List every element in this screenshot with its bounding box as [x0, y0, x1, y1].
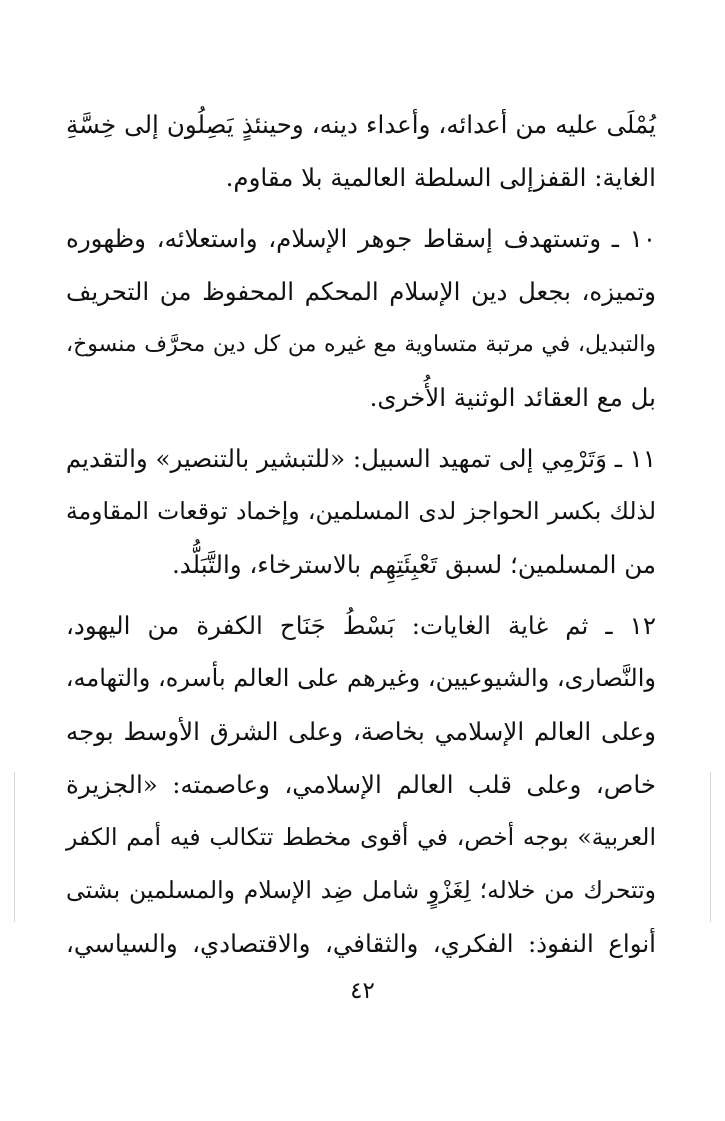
text-line: والنَّصارى، والشيوعيين، وغيرهم على العالم بأسره، والتهامه،	[65, 664, 656, 692]
body-text	[66, 98, 656, 970]
text-line: أنواع النفوذ: الفكري، والثقافي، والاقتصادي، والسياسي،	[66, 929, 656, 958]
text-line: الغاية: القفزإلى السلطة العالمية بلا مقاوم.	[225, 163, 656, 192]
text-line: وتتحرك من خلاله؛ لِغَزْوٍ شامل ضِد الإسلام والمسلمين بشتى	[66, 876, 656, 904]
page-number: ٤٢	[350, 978, 375, 1004]
text-line: يُمْلَى عليه من أعدائه، وأعداء دينه، وحينئذٍ يَصِلُون إلى خِسَّةِ	[66, 110, 656, 139]
text-line: العربية» بوجه أخص، في أقوى مخطط تتكالب فيه أمم الكفر	[66, 823, 656, 851]
scan-edge-mark-right	[710, 772, 711, 922]
text-line: وعلى العالم الإسلامي بخاصة، وعلى الشرق الأوسط بوجه	[66, 717, 656, 746]
text-line: ١١ ـ وَتَرْمِي إلى تمهيد السبيل: «للتبشير بالتنصير» والتقديم	[65, 444, 656, 473]
text-line: من المسلمين؛ لسبق تَعْبِئَتِهِم بالاسترخاء، والتَّبَلُّد.	[171, 550, 656, 579]
text-line: والتبديل، في مرتبة متساوية مع غيره من كل دين محرَّف منسوخ،	[66, 332, 656, 357]
text-line: لذلك بكسر الحواجز لدى المسلمين، وإخماد توقعات المقاومة	[66, 497, 656, 525]
text-line: بل مع العقائد الوثنية الأُخرى.	[369, 383, 656, 412]
text-line: خاص، وعلى قلب العالم الإسلامي، وعاصمته: «الجزيرة	[66, 770, 656, 799]
text-line: وتميزه، بجعل دين الإسلام المحكم المحفوظ من التحريف	[66, 277, 656, 306]
text-line: ١٠ ـ وتستهدف إسقاط جوهر الإسلام، واستعلائه، وظهوره	[66, 224, 656, 253]
text-line: ١٢ ـ ثم غاية الغايات: بَسْطُ جَنَاح الكفرة من اليهود،	[66, 611, 656, 640]
scan-edge-mark-left	[14, 772, 15, 922]
